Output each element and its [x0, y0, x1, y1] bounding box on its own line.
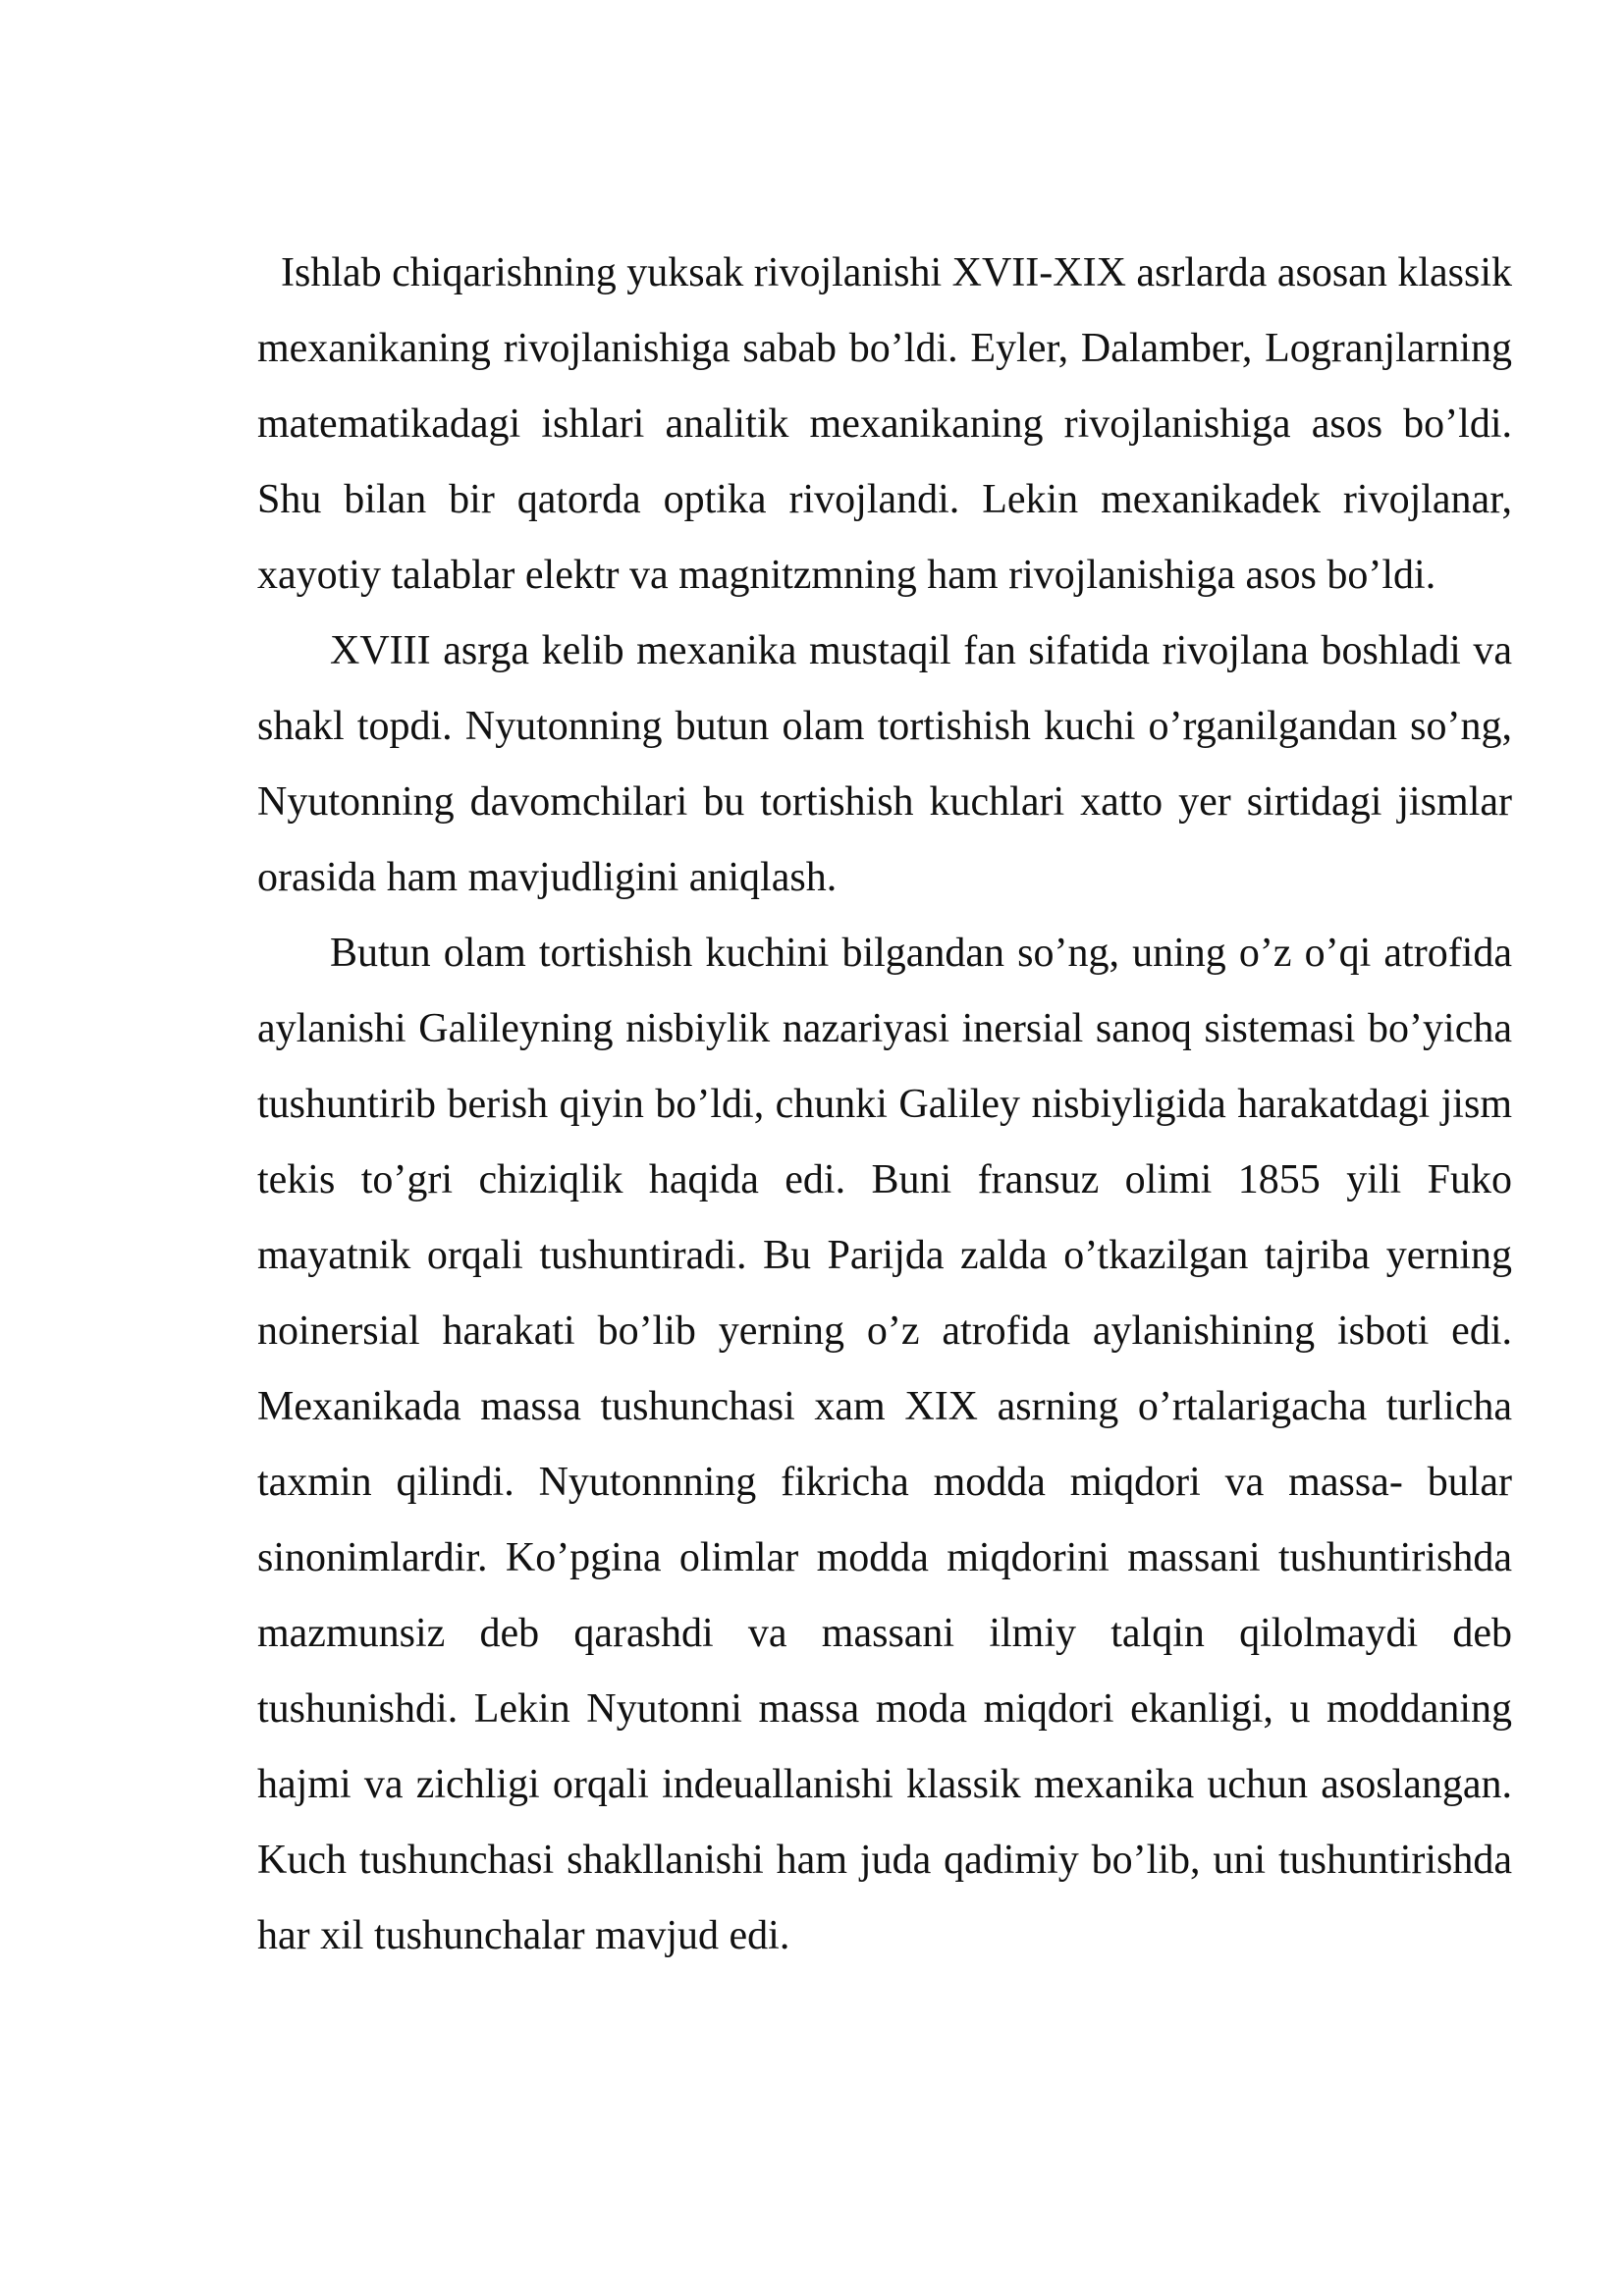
paragraph-2: XVIII asrga kelib mexanika mustaqil fan sifatida rivojlana boshladi va shakl topdi. Nyutonning butun olam tortishish kuchi o’rganilgandan so’ng, Nyutonning davomchilari bu tortishish kuchlari xatto yer sirtidagi jismlar orasida ham mavjudligini aniqlash.	[257, 628, 1512, 900]
text-body	[257, 236, 1512, 1974]
paragraph-1: Ishlab chiqarishning yuksak rivojlanishi XVII-XIX asrlarda asosan klassik mexanikaning rivojlanishiga sabab bo’ldi. Eyler, Dalamber, Logranjlarning matematikadagi ishlari analitik mexanikaning rivojlanishiga asos bo’ldi. Shu bilan bir qatorda optika rivojlandi. Lekin mexanikadek rivojlanar, xayotiy talablar elektr va magnitzmning ham rivojlanishiga asos bo’ldi.	[257, 250, 1512, 598]
paragraph-3: Butun olam tortishish kuchini bilgandan so’ng, uning o’z o’qi atrofida aylanishi Galileyning nisbiylik nazariyasi inersial sanoq sistemasi bo’yicha tushuntirib berish qiyin bo’ldi, chunki Galiley nisbiyligida harakatdagi jism tekis to’gri chiziqlik haqida edi. Buni fransuz olimi 1855 yili Fuko mayatnik orqali tushuntiradi. Bu Parijda zalda o’tkazilgan tajriba yerning noinersial harakati bo’lib yerning o’z atrofida aylanishining isboti edi. Mexanikada massa tushunchasi xam XIX asrning o’rtalarigacha turlicha taxmin qilindi. Nyutonnning fikricha modda miqdori va massa- bular sinonimlardir. Ko’pgina olimlar modda miqdorini massani tushuntirishda mazmunsiz deb qarashdi va massani ilmiy talqin qilolmaydi deb tushunishdi. Lekin Nyutonni massa moda miqdori ekanligi, u moddaning hajmi va zichligi orqali indeuallanishi klassik mexanika uchun asoslangan. Kuch tushunchasi shakllanishi ham juda qadimiy bo’lib, uni tushuntirishda har xil tushunchalar mavjud edi.	[257, 931, 1512, 1958]
